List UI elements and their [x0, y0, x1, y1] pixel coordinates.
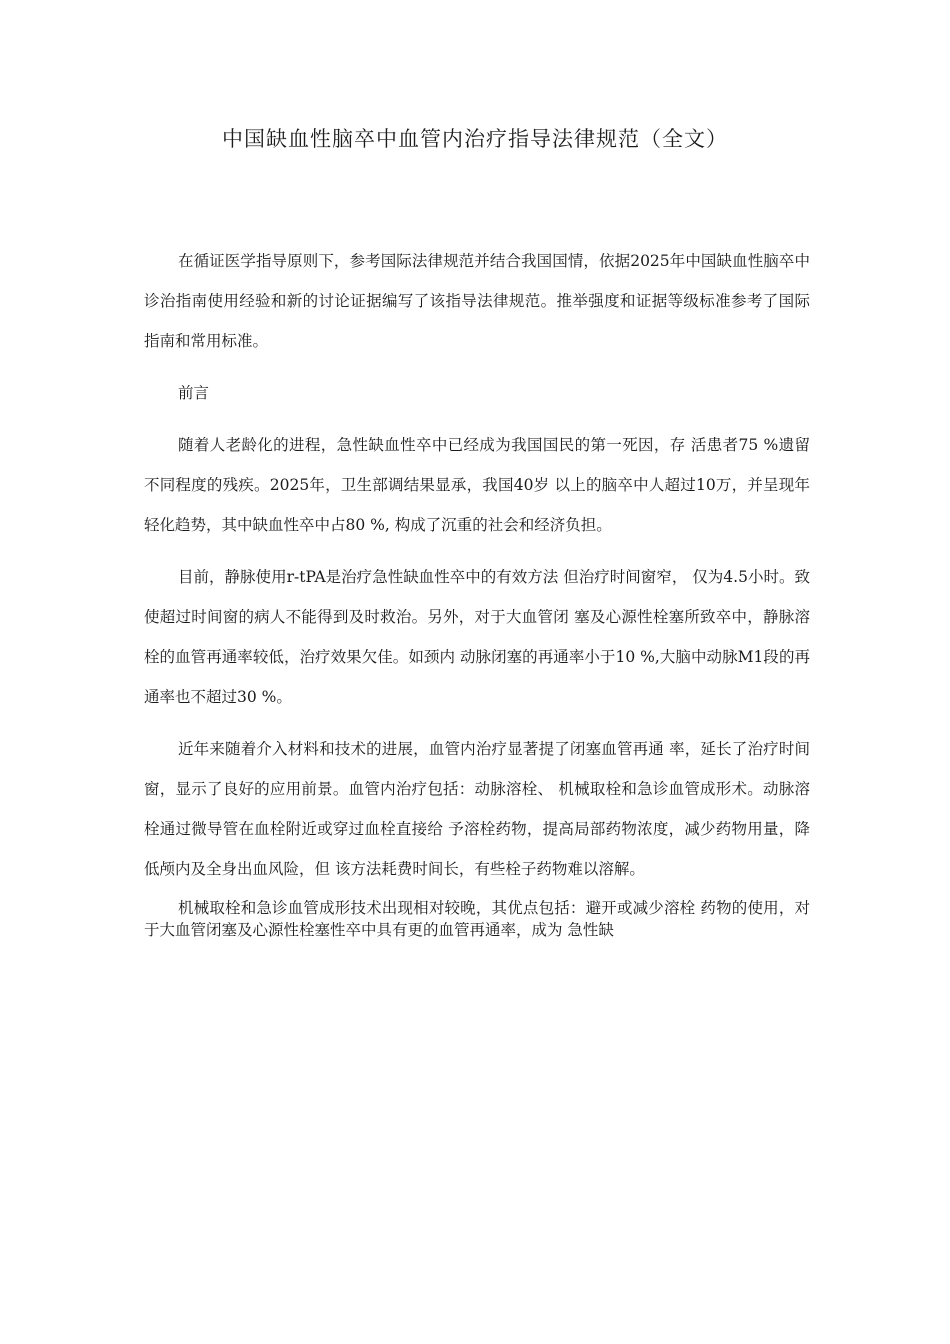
- paragraph-intro: 在循证医学指导原则下，参考国际法律规范并结合我国国情，依据2025年中国缺血性脑卒中诊治指南使用经验和新的讨论证据编写了该指导法律规范。推举强度和证据等级标准参考了国际指南和常用标准。: [144, 252, 810, 350]
- document-body: [144, 241, 810, 941]
- paragraph-endovascular-progress: 近年来随着介入材料和技术的进展，血管内治疗显著提了闭塞血管再通 率，延长了治疗时间窗，显示了良好的应用前景。血管内治疗包括：动脉溶栓、 机械取栓和急诊血管成形术。动脉溶栓通过微导管在血栓附近或穿过血栓直接给 予溶栓药物，提高局部药物浓度，减少药物用量，降低颅内及全身出血风险，但 该方法耗费时间长，有些栓子药物难以溶解。: [144, 740, 810, 878]
- paragraph-mechanical-thrombectomy: 机械取栓和急诊血管成形技术出现相对较晚，其优点包括：避开或减少溶栓 药物的使用，对于大血管闭塞及心源性栓塞性卒中具有更的血管再通率，成为 急性缺: [144, 899, 810, 939]
- section-heading-preface: 前言: [178, 384, 210, 402]
- paragraph-current-treatment: 目前，静脉使用r-tPA是治疗急性缺血性卒中的有效方法 但治疗时间窗窄， 仅为4.5小时。致使超过时间窗的病人不能得到及时救治。另外，对于大血管闭 塞及心源性栓塞所致卒中，静脉溶栓的血管再通率较低，治疗效果欠佳。如颈内 动脉闭塞的再通率小于10 %,大脑中动脉M1段的再通率也不超过30 %。: [144, 568, 810, 706]
- document-title: 中国缺血性脑卒中血管内治疗指导法律规范（全文）: [222, 127, 728, 151]
- paragraph-background: 随着人老龄化的进程，急性缺血性卒中已经成为我国国民的第一死因，存 活患者75 %遗留不同程度的残疾。2025年，卫生部调结果显承，我国40岁 以上的脑卒中人超过10万，并呈现年轻化趋势，其中缺血性卒中占80 %, 构成了沉重的社会和经济负担。: [144, 436, 810, 534]
